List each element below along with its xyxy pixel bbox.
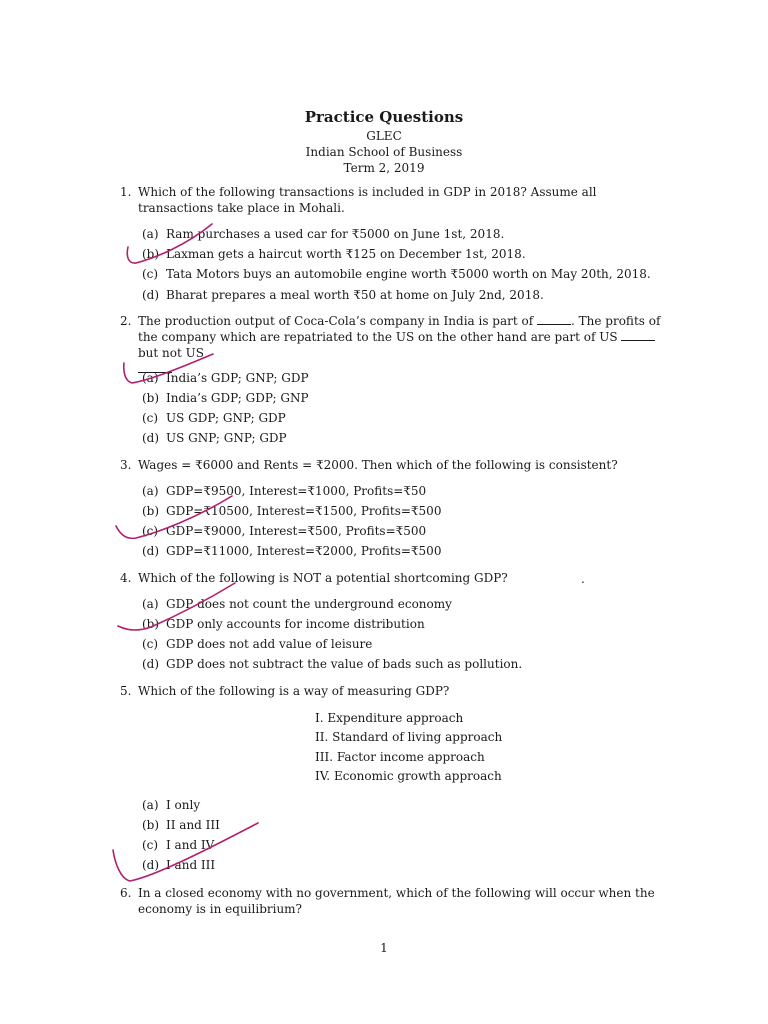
roman-item-2: II. Standard of living approach xyxy=(315,730,503,744)
option-2b xyxy=(142,390,662,406)
option-label: (b) xyxy=(142,617,160,631)
question-number: 2. xyxy=(120,314,132,328)
option-label: (c) xyxy=(142,524,159,538)
question-5 xyxy=(120,683,665,699)
option-1c xyxy=(142,266,662,282)
question-text: In a closed economy with no government, which of the following will occur when the economy is in equilibrium? xyxy=(138,886,655,916)
roman-item-1: I. Expenditure approach xyxy=(315,711,464,725)
option-text: GDP does not add value of leisure xyxy=(166,637,373,651)
option-1d xyxy=(142,287,662,303)
question-text: Which of the following is NOT a potential shortcoming GDP? xyxy=(138,571,508,585)
option-label: (c) xyxy=(142,838,159,852)
option-text: GDP=₹11000, Interest=₹2000, Profits=₹500 xyxy=(166,544,442,558)
option-text: GDP only accounts for income distribution xyxy=(166,617,425,631)
option-label: (d) xyxy=(142,858,160,872)
question-text-part: The production output of Coca-Cola’s company in India is part of xyxy=(138,314,534,328)
option-label: (d) xyxy=(142,657,160,671)
option-2a xyxy=(142,370,662,386)
option-text: I and IV xyxy=(166,838,215,852)
question-number: 6. xyxy=(120,886,132,900)
page-title: Practice Questions xyxy=(304,108,464,126)
option-5a xyxy=(142,797,662,813)
stray-mark: . xyxy=(581,572,585,586)
option-5b xyxy=(142,817,662,833)
question-6 xyxy=(120,885,665,917)
option-text: GDP does not count the underground economy xyxy=(166,597,452,611)
option-label: (c) xyxy=(142,637,159,651)
option-text: GDP=₹9500, Interest=₹1000, Profits=₹50 xyxy=(166,484,427,498)
option-label: (a) xyxy=(142,484,159,498)
question-number: 4. xyxy=(120,571,132,585)
option-label: (d) xyxy=(142,431,160,445)
option-3d xyxy=(142,543,662,559)
option-4d xyxy=(142,656,662,672)
roman-item-4: IV. Economic growth approach xyxy=(315,769,502,783)
question-text: Which of the following is a way of measuring GDP? xyxy=(138,684,450,698)
option-2c xyxy=(142,410,662,426)
option-text: Ram purchases a used car for ₹5000 on June 1st, 2018. xyxy=(166,227,505,241)
option-text: Laxman gets a haircut worth ₹125 on December 1st, 2018. xyxy=(166,247,526,261)
option-text: GDP=₹10500, Interest=₹1500, Profits=₹500 xyxy=(166,504,442,518)
course-name: GLEC xyxy=(366,129,402,143)
option-text: I and III xyxy=(166,858,216,872)
page-number: 1 xyxy=(380,941,388,955)
question-number: 1. xyxy=(120,185,132,199)
option-label: (a) xyxy=(142,597,159,611)
option-text: India’s GDP; GDP; GNP xyxy=(166,391,309,405)
option-text: I only xyxy=(166,798,201,812)
school-name: Indian School of Business xyxy=(305,145,463,159)
option-5d xyxy=(142,857,662,873)
option-5c xyxy=(142,837,662,853)
question-3 xyxy=(120,457,665,473)
question-text: Which of the following transactions is included in GDP in 2018? Assume all transactions take place in Mohali. xyxy=(138,185,597,215)
option-label: (a) xyxy=(142,371,159,385)
option-label: (c) xyxy=(142,411,159,425)
option-text: India’s GDP; GNP; GDP xyxy=(166,371,309,385)
option-text: US GDP; GNP; GDP xyxy=(166,411,286,425)
option-3a xyxy=(142,483,662,499)
option-4a xyxy=(142,596,662,612)
option-text: Tata Motors buys an automobile engine worth ₹5000 worth on May 20th, 2018. xyxy=(166,267,651,281)
term-label: Term 2, 2019 xyxy=(343,161,425,175)
question-number: 3. xyxy=(120,458,132,472)
option-label: (b) xyxy=(142,818,160,832)
fill-blank xyxy=(537,314,571,325)
roman-item-3: III. Factor income approach xyxy=(315,750,485,764)
option-text: GDP does not subtract the value of bads such as pollution. xyxy=(166,657,523,671)
option-4c xyxy=(142,636,662,652)
option-text: US GNP; GNP; GDP xyxy=(166,431,287,445)
option-label: (b) xyxy=(142,391,160,405)
question-text xyxy=(138,313,665,377)
option-1b xyxy=(142,246,662,262)
question-2 xyxy=(120,313,665,377)
question-text: Wages = ₹6000 and Rents = ₹2000. Then which of the following is consistent? xyxy=(138,458,618,472)
option-text: Bharat prepares a meal worth ₹50 at home on July 2nd, 2018. xyxy=(166,288,544,302)
fill-blank xyxy=(621,330,655,341)
option-label: (d) xyxy=(142,544,160,558)
question-text-part: but not US xyxy=(138,346,204,360)
option-3b xyxy=(142,503,662,519)
option-2d xyxy=(142,430,662,446)
question-text-part: . The profits of the company which are repatriated to the US on the other hand are part of US xyxy=(138,314,661,344)
option-text: II and III xyxy=(166,818,220,832)
option-label: (a) xyxy=(142,227,159,241)
option-label: (c) xyxy=(142,267,159,281)
option-label: (a) xyxy=(142,798,159,812)
option-4b xyxy=(142,616,662,632)
option-1a xyxy=(142,226,662,242)
option-label: (b) xyxy=(142,504,160,518)
option-label: (d) xyxy=(142,288,160,302)
option-label: (b) xyxy=(142,247,160,261)
question-1 xyxy=(120,184,665,216)
option-text: GDP=₹9000, Interest=₹500, Profits=₹500 xyxy=(166,524,427,538)
option-3c xyxy=(142,523,662,539)
question-number: 5. xyxy=(120,684,132,698)
document-header xyxy=(0,106,768,176)
